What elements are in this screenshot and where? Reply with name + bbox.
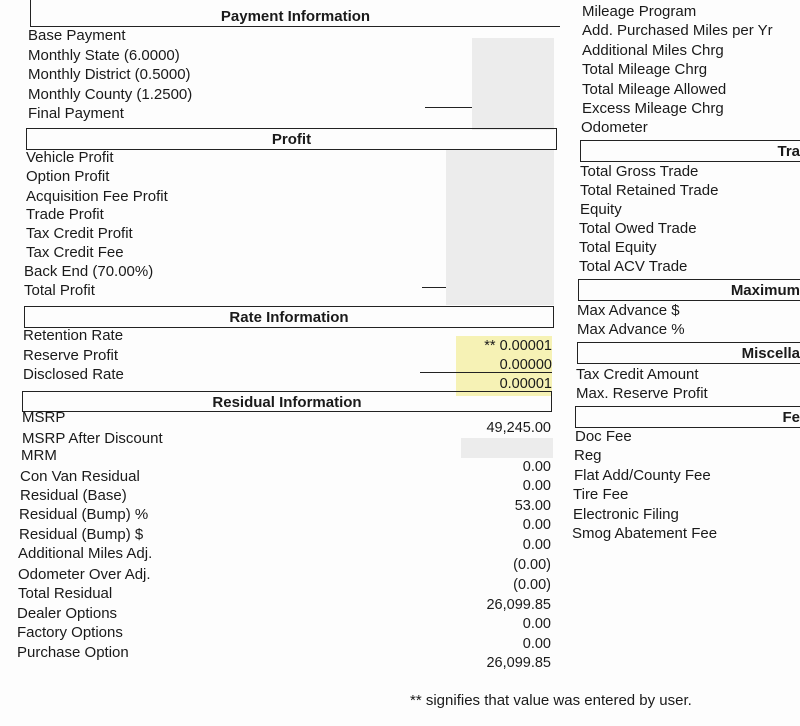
trade-label: Total Gross Trade xyxy=(580,163,699,180)
payment-information-header: Payment Information xyxy=(30,6,560,27)
rate-label: Disclosed Rate xyxy=(23,366,124,383)
residual-information-header: Residual Information xyxy=(22,391,552,412)
trade-header: Tra xyxy=(580,140,800,162)
payment-label: Monthly District (0.5000) xyxy=(28,66,191,83)
rate-rule xyxy=(420,372,552,373)
payment-total-rule xyxy=(425,107,475,108)
mileage-label: Additional Miles Chrg xyxy=(582,42,724,59)
fee-label: Electronic Filing xyxy=(573,506,679,523)
residual-label: Purchase Option xyxy=(17,644,129,661)
rate-information-header: Rate Information xyxy=(24,306,554,328)
payment-label: Final Payment xyxy=(28,105,124,122)
payment-label: Monthly County (1.2500) xyxy=(28,86,193,103)
residual-value: (0.00) xyxy=(513,577,551,593)
mileage-label: Total Mileage Chrg xyxy=(582,61,708,78)
profit-label: Acquisition Fee Profit xyxy=(26,188,168,205)
payment-label: Monthly State (6.0000) xyxy=(28,47,180,64)
residual-label: MRM xyxy=(21,447,57,464)
maximum-header: Maximum xyxy=(578,279,800,301)
profit-label: Tax Credit Profit xyxy=(26,225,133,242)
fee-label: Flat Add/County Fee xyxy=(574,467,711,484)
residual-label: Residual (Bump) % xyxy=(19,506,149,523)
residual-value: 26,099.85 xyxy=(486,655,551,671)
maximum-label: Max Advance $ xyxy=(577,302,680,319)
rate-value: 0.00000 xyxy=(499,357,552,373)
misc-label: Tax Credit Amount xyxy=(576,366,699,383)
trade-label: Total Equity xyxy=(579,239,657,256)
residual-label: Residual (Bump) $ xyxy=(19,526,144,543)
miscellaneous-header: Miscella xyxy=(577,342,800,364)
redacted-mrm-value xyxy=(461,438,553,458)
residual-label: Dealer Options xyxy=(17,605,118,622)
residual-label: Factory Options xyxy=(17,624,123,641)
residual-value: 0.00 xyxy=(522,459,551,475)
fee-label: Smog Abatement Fee xyxy=(572,525,718,542)
residual-label: Residual (Base) xyxy=(20,487,127,504)
profit-label: Option Profit xyxy=(26,168,110,185)
residual-value: 49,245.00 xyxy=(486,420,551,436)
fee-label: Doc Fee xyxy=(575,428,632,445)
mileage-label: Total Mileage Allowed xyxy=(582,81,727,98)
residual-value: 0.00 xyxy=(522,636,551,652)
rate-label: Reserve Profit xyxy=(23,347,119,364)
profit-label: Trade Profit xyxy=(26,206,104,223)
mileage-label: Mileage Program xyxy=(582,3,697,20)
residual-label: Con Van Residual xyxy=(20,468,140,485)
residual-value: 0.00 xyxy=(522,616,551,632)
residual-value: (0.00) xyxy=(513,557,551,573)
rate-value: 0.00001 xyxy=(499,376,552,392)
fee-label: Tire Fee xyxy=(573,486,629,503)
payment-label: Base Payment xyxy=(28,27,126,44)
rate-label: Retention Rate xyxy=(23,327,124,344)
profit-label: Back End (70.00%) xyxy=(24,263,154,280)
residual-label: Total Residual xyxy=(18,585,113,602)
mileage-label: Odometer xyxy=(581,119,648,136)
fees-header: Fe xyxy=(575,406,800,428)
profit-label: Tax Credit Fee xyxy=(26,244,124,261)
profit-label: Total Profit xyxy=(24,282,95,299)
residual-label: MSRP xyxy=(22,409,66,426)
footnote: ** signifies that value was entered by user. xyxy=(410,692,692,709)
rate-value: ** 0.00001 xyxy=(484,338,552,354)
residual-value: 0.00 xyxy=(522,537,551,553)
profit-label: Vehicle Profit xyxy=(26,149,114,166)
fee-label: Reg xyxy=(574,447,602,464)
residual-value: 0.00 xyxy=(522,517,551,533)
residual-label: Odometer Over Adj. xyxy=(18,566,151,583)
mileage-label: Add. Purchased Miles per Yr xyxy=(582,22,773,39)
redacted-profit-values xyxy=(446,150,554,305)
residual-value: 26,099.85 xyxy=(486,597,551,613)
trade-label: Equity xyxy=(580,201,622,218)
trade-label: Total Retained Trade xyxy=(580,182,719,199)
redacted-payment-values xyxy=(472,38,554,130)
residual-value: 53.00 xyxy=(514,498,551,514)
mileage-label: Excess Mileage Chrg xyxy=(582,100,724,117)
payment-top-line xyxy=(30,0,31,20)
trade-label: Total Owed Trade xyxy=(579,220,697,237)
residual-value: 0.00 xyxy=(522,478,551,494)
residual-label: MSRP After Discount xyxy=(22,430,163,447)
profit-header: Profit xyxy=(26,128,557,150)
misc-label: Max. Reserve Profit xyxy=(576,385,708,402)
trade-label: Total ACV Trade xyxy=(579,258,688,275)
maximum-label: Max Advance % xyxy=(577,321,685,338)
residual-label: Additional Miles Adj. xyxy=(18,545,153,562)
